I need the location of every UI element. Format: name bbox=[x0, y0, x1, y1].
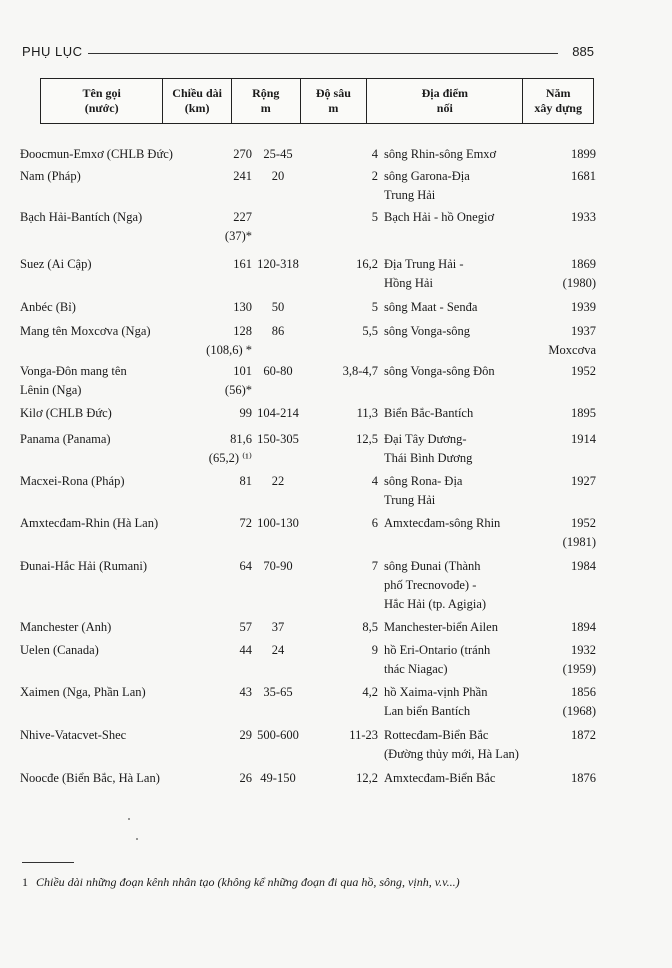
canal-width: 25-45 bbox=[263, 147, 293, 161]
canal-route: sông Rhin-sông Emxơ bbox=[384, 147, 497, 161]
canal-route: sông Garona-Địa bbox=[384, 169, 470, 183]
canal-length: 101 bbox=[233, 364, 252, 378]
footnote-number: 1 bbox=[22, 875, 28, 889]
canal-width: 150-305 bbox=[257, 432, 299, 446]
canal-year: 1899 bbox=[571, 147, 596, 161]
canal-depth: 12,5 bbox=[356, 432, 378, 446]
canal-length-note: (37)* bbox=[224, 229, 252, 243]
canal-length: 227 bbox=[233, 210, 252, 224]
canal-depth: 9 bbox=[371, 643, 378, 657]
canal-route: sông Maat - Senđa bbox=[384, 300, 478, 314]
footnote bbox=[22, 874, 602, 890]
canal-width: 24 bbox=[271, 643, 285, 657]
canal-route: Biển Bắc-Bantích bbox=[384, 406, 474, 420]
canal-year-note: (1981) bbox=[562, 535, 596, 549]
canal-route: Địa Trung Hải - bbox=[384, 257, 464, 271]
canal-route: Thái Bình Dương bbox=[384, 451, 473, 465]
canal-length: 64 bbox=[239, 559, 252, 573]
canal-width: 60-80 bbox=[263, 364, 293, 378]
canal-year: 1869 bbox=[571, 257, 596, 271]
canal-year: 1894 bbox=[571, 620, 596, 634]
footnote-text: Chiều dài những đoạn kênh nhân tạo (không kể những đoạn đi qua hồ, sông, vịnh, v.v...) bbox=[36, 875, 460, 889]
canal-year: 1984 bbox=[571, 559, 596, 573]
canal-depth: 11-23 bbox=[349, 728, 378, 742]
canal-name: Kilơ (CHLB Đức) bbox=[20, 406, 112, 420]
canal-year: 1681 bbox=[571, 169, 596, 183]
canal-year: 1937 bbox=[571, 324, 596, 338]
col-header-width: Rộng m bbox=[232, 79, 301, 123]
canal-depth: 7 bbox=[371, 559, 378, 573]
canal-length: 241 bbox=[233, 169, 252, 183]
canal-name: Anbéc (Bỉ) bbox=[20, 300, 76, 314]
canal-route: thác Niagac) bbox=[384, 662, 448, 676]
canal-depth: 6 bbox=[371, 516, 378, 530]
canal-length: 130 bbox=[233, 300, 252, 314]
canal-year: 1927 bbox=[571, 474, 596, 488]
canal-route: Bạch Hải - hồ Onegiơ bbox=[384, 210, 495, 224]
canal-name: Mang tên Moxcơva (Nga) bbox=[20, 324, 151, 338]
page-header bbox=[22, 44, 594, 64]
canal-length-note: (56)* bbox=[224, 383, 252, 397]
speck bbox=[128, 818, 130, 820]
canal-width: 104-214 bbox=[257, 406, 299, 420]
canal-name: Manchester (Anh) bbox=[20, 620, 112, 634]
canal-width: 86 bbox=[271, 324, 285, 338]
canal-name: Panama (Panama) bbox=[20, 432, 111, 446]
canal-year: 1939 bbox=[571, 300, 596, 314]
canal-year: 1933 bbox=[571, 210, 596, 224]
canal-depth: 5,5 bbox=[362, 324, 378, 338]
table-header bbox=[40, 78, 594, 124]
canal-width: 35-65 bbox=[263, 685, 293, 699]
canal-width: 100-130 bbox=[257, 516, 299, 530]
col-header-year: Năm xây dựng bbox=[534, 86, 582, 115]
canal-name: Vonga-Đôn mang tên bbox=[20, 364, 127, 378]
canal-length: 161 bbox=[233, 257, 252, 271]
canal-depth: 4 bbox=[371, 474, 378, 488]
canal-depth: 8,5 bbox=[362, 620, 378, 634]
col-header-name: Tên gọi (nước) bbox=[41, 79, 163, 123]
canal-name: Amxtecđam-Rhin (Hà Lan) bbox=[20, 516, 159, 530]
canal-width: 70-90 bbox=[263, 559, 293, 573]
canal-route: sông Vonga-sông Đôn bbox=[384, 364, 495, 378]
canal-year: 1914 bbox=[571, 432, 596, 446]
canal-length: 44 bbox=[239, 643, 252, 657]
canal-depth: 5 bbox=[371, 300, 378, 314]
canal-name: Noocđe (Biển Bắc, Hà Lan) bbox=[20, 771, 160, 785]
canal-route: (Đường thủy mới, Hà Lan) bbox=[384, 747, 519, 761]
canal-length: 128 bbox=[233, 324, 252, 338]
canal-length: 72 bbox=[239, 516, 252, 530]
canal-length: 43 bbox=[239, 685, 252, 699]
canal-year: 1895 bbox=[571, 406, 596, 420]
canal-route: hồ Eri-Ontario (tránh bbox=[384, 643, 491, 657]
canal-length: 81 bbox=[239, 474, 252, 488]
canal-length: 29 bbox=[239, 728, 252, 742]
canal-route: Rottecđam-Biển Bắc bbox=[384, 728, 489, 742]
canal-depth: 3,8-4,7 bbox=[342, 364, 378, 378]
canal-name: Xaimen (Nga, Phần Lan) bbox=[20, 685, 146, 699]
canal-route: sông Đunai (Thành bbox=[384, 559, 481, 573]
canal-year: 1952 bbox=[571, 364, 596, 378]
canal-width: 20 bbox=[271, 169, 285, 183]
canal-length: 81,6 bbox=[230, 432, 252, 446]
speck bbox=[136, 838, 138, 840]
canal-length-note: (108,6) * bbox=[206, 343, 252, 357]
canal-year-note: (1959) bbox=[562, 662, 596, 676]
canal-route: Đại Tây Dương- bbox=[384, 432, 467, 446]
page-number: 885 bbox=[572, 44, 594, 59]
canal-depth: 11,3 bbox=[356, 406, 378, 420]
canal-width: 37 bbox=[271, 620, 285, 634]
canal-depth: 4,2 bbox=[362, 685, 378, 699]
canal-route: Trung Hải bbox=[384, 188, 436, 202]
canal-name: Suez (Ai Cập) bbox=[20, 257, 92, 271]
canal-length: 99 bbox=[239, 406, 252, 420]
canal-depth: 12,2 bbox=[356, 771, 378, 785]
canal-route: phố Trecnovođe) - bbox=[384, 578, 477, 592]
canal-route: Trung Hải bbox=[384, 493, 436, 507]
canal-length-note: (65,2) ⁽¹⁾ bbox=[208, 451, 252, 465]
canal-name: Đoocmun-Emxơ (CHLB Đức) bbox=[20, 147, 173, 161]
canal-name: Nhive-Vatacvet-Shec bbox=[20, 728, 127, 742]
header-rule bbox=[88, 53, 558, 54]
canal-name-cont: Lênin (Nga) bbox=[20, 383, 82, 397]
canal-depth: 4 bbox=[371, 147, 378, 161]
canal-route: Lan biển Bantích bbox=[384, 704, 471, 718]
canal-name: Nam (Pháp) bbox=[20, 169, 81, 183]
canal-width: 50 bbox=[271, 300, 285, 314]
canal-name: Đunai-Hắc Hải (Rumani) bbox=[20, 559, 148, 573]
col-header-depth: Độ sâu m bbox=[301, 79, 368, 123]
canal-year: 1872 bbox=[571, 728, 596, 742]
canal-route: Amxtecđam-sông Rhin bbox=[384, 516, 501, 530]
canal-depth: 5 bbox=[371, 210, 378, 224]
section-title: PHỤ LỤC bbox=[22, 44, 83, 59]
canal-route: Hồng Hải bbox=[384, 276, 433, 290]
canal-route: sông Vonga-sông bbox=[384, 324, 471, 338]
canal-length: 57 bbox=[239, 620, 252, 634]
canal-route: Manchester-biển Ailen bbox=[384, 620, 498, 634]
canal-year-note: Moxcơva bbox=[548, 343, 596, 357]
canal-width: 22 bbox=[271, 474, 285, 488]
canal-year-note: (1980) bbox=[562, 276, 596, 290]
canal-width: 49-150 bbox=[260, 771, 296, 785]
canal-name: Bạch Hải-Bantích (Nga) bbox=[20, 210, 143, 224]
canal-width: 500-600 bbox=[257, 728, 299, 742]
col-header-route: Địa điểm nối bbox=[367, 79, 523, 123]
canal-name: Uelen (Canada) bbox=[20, 643, 99, 657]
canal-route: hồ Xaima-vịnh Phần bbox=[384, 685, 488, 699]
canal-route: Hắc Hải (tp. Agigia) bbox=[384, 597, 487, 611]
canal-route: Amxtecđam-Biển Bắc bbox=[384, 771, 496, 785]
canal-name: Macxei-Rona (Pháp) bbox=[20, 474, 125, 488]
canal-depth: 16,2 bbox=[356, 257, 378, 271]
canal-year: 1876 bbox=[571, 771, 596, 785]
canal-depth: 2 bbox=[371, 169, 378, 183]
canal-year: 1932 bbox=[571, 643, 596, 657]
canal-year: 1856 bbox=[571, 685, 596, 699]
canal-width: 120-318 bbox=[257, 257, 299, 271]
canal-length: 26 bbox=[239, 771, 252, 785]
canal-year: 1952 bbox=[571, 516, 596, 530]
canal-route: sông Rona- Địa bbox=[384, 474, 463, 488]
canal-year-note: (1968) bbox=[562, 704, 596, 718]
footnote-rule bbox=[22, 862, 74, 863]
canal-length: 270 bbox=[233, 147, 252, 161]
col-header-length: Chiều dài (km) bbox=[163, 79, 232, 123]
